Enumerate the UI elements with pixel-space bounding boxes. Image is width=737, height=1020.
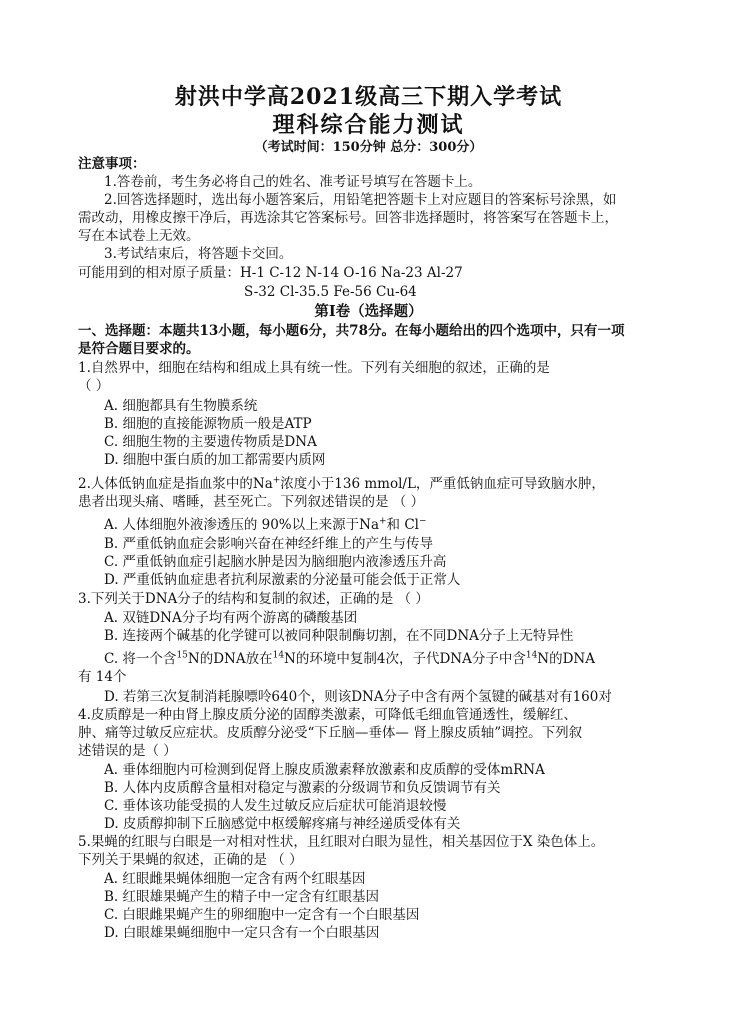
- q5-stem-cont: 下列关于果蝇的叙述，正确的是 （ ）: [78, 852, 303, 868]
- note-1: 1.答卷前，考生务必将自己的姓名、准考证号填写在答题卡上。: [104, 174, 482, 190]
- q4-stem-cont-1: 肿、痛等过敏反应症状。皮质醇分泌受“下丘脑—垂体— 肾上腺皮质轴”调控。下列叙: [78, 725, 583, 741]
- q2-stem-part1: 2.人体低钠血症是指血浆中的Na: [78, 476, 273, 492]
- q2-option-a-cl-superscript: −: [419, 516, 427, 527]
- atomic-masses-line-1: 可能用到的相对原子质量：H-1 C-12 N-14 O-16 Na-23 Al-27: [78, 265, 463, 281]
- q3-option-d: D. 若第三次复制消耗腺嘌呤640个，则该DNA分子中含有两个氢键的碱基对有160对: [104, 689, 612, 705]
- q1-option-a: A. 细胞都具有生物膜系统: [104, 398, 258, 414]
- exam-subject-title: 理科综合能力测试: [272, 112, 465, 138]
- q1-stem-cont: （ ）: [78, 378, 110, 394]
- q5-option-d: D. 白眼雄果蝇细胞中一定只含有一个白眼基因: [104, 925, 380, 941]
- q3-option-b: B. 连接两个碱基的化学键可以被同种限制酶切割，在不同DNA分子上无特异性: [104, 628, 574, 644]
- q4-option-c: C. 垂体该功能受损的人发生过敏反应后症状可能消退较慢: [104, 798, 447, 814]
- q3-option-c-superscript-2: 14: [272, 650, 285, 661]
- note-2-line-2: 需改动，用橡皮擦干净后，再选涂其它答案标号。回答非选择题时，将答案写在答题卡上，: [78, 210, 618, 226]
- q2-option-c: C. 严重低钠血症引起脑水肿是因为脑细胞内液渗透压升高: [104, 554, 447, 570]
- q3-option-c: [104, 650, 595, 668]
- q1-stem: 1.自然界中，细胞在结构和组成上具有统一性。下列有关细胞的叙述，正确的是: [78, 360, 550, 376]
- q3-option-c-part2: N的DNA放在: [187, 651, 273, 667]
- note-2-line-1: 2.回答选择题时，选出每小题答案后，用铅笔把答题卡上对应题目的答案标号涂黑，如: [104, 192, 617, 208]
- q5-option-c: C. 白眼雌果蝇产生的卵细胞中一定含有一个白眼基因: [104, 907, 420, 923]
- note-3: 3.考试结束后，将答题卡交回。: [104, 246, 293, 262]
- q4-option-d: D. 皮质醇抑制下丘脑感觉中枢缓解疼痛与神经递质受体有关: [104, 816, 461, 832]
- q2-stem-cont: 患者出现头痛、嗜睡，甚至死亡。下列叙述错误的是 （ ）: [78, 494, 425, 510]
- q1-option-d: D. 细胞中蛋白质的加工都需要内质网: [104, 452, 326, 468]
- q2-option-a-part1: A. 人体细胞外液渗透压的 90%以上来源于Na: [104, 517, 379, 533]
- q3-option-c-part3: N的环境中复制4次，子代DNA分子中含: [284, 651, 526, 667]
- q1-option-b: B. 细胞的直接能源物质一般是ATP: [104, 416, 312, 432]
- section-intro-line-1: 一、选择题：本题共13小题，每小题6分，共78分。在每小题给出的四个选项中，只有一项: [78, 323, 625, 339]
- q2-option-a-na-superscript: +: [379, 516, 387, 527]
- q5-stem: 5.果蝇的红眼与白眼是一对相对性状，且红眼对白眼为显性，相关基因位于X 染色体上。: [78, 834, 605, 850]
- q4-option-b: B. 人体内皮质醇含量相对稳定与激素的分级调节和负反馈调节有关: [104, 780, 501, 796]
- q3-option-c-part1: C. 将一个含: [104, 651, 177, 667]
- q5-option-b: B. 红眼雄果蝇产生的精子中一定含有红眼基因: [104, 889, 380, 905]
- q4-stem: 4.皮质醇是一种由肾上腺皮质分泌的固醇类激素，可降低毛细血管通透性，缓解红、: [78, 707, 577, 723]
- notes-heading: 注意事项：: [78, 156, 146, 172]
- q2-stem-part2: 浓度小于136 mmol/L，严重低钠血症可导致脑水肿，: [280, 476, 605, 492]
- q4-stem-cont-2: 述错误的是（ ）: [78, 743, 177, 759]
- atomic-masses-line-2: S-32 Cl-35.5 Fe-56 Cu-64: [244, 284, 417, 300]
- q2-na-superscript: +: [272, 475, 281, 486]
- q4-option-a: A. 垂体细胞内可检测到促肾上腺皮质激素释放激素和皮质醇的受体mRNA: [104, 762, 545, 778]
- q5-option-a: A. 红眼雌果蝇体细胞一定含有两个红眼基因: [104, 871, 366, 887]
- section-title: 第Ⅰ卷（选择题）: [314, 303, 423, 320]
- q2-stem: [78, 475, 605, 493]
- note-2-line-3: 写在本试卷上无效。: [78, 228, 200, 244]
- q3-stem: 3.下列关于DNA分子的结构和复制的叙述，正确的是 （ ）: [78, 591, 429, 607]
- q2-option-d: D. 严重低钠血症患者抗利尿激素的分泌量可能会低于正常人: [104, 572, 461, 588]
- q3-option-c-part4: N的DNA: [537, 651, 595, 667]
- q2-option-b: B. 严重低钠血症会影响兴奋在神经纤维上的产生与传导: [104, 536, 434, 552]
- q2-option-a: [104, 516, 427, 534]
- q1-option-c: C. 细胞生物的主要遗传物质是DNA: [104, 434, 317, 450]
- section-intro-line-2: 是符合题目要求的。: [78, 341, 200, 357]
- q2-option-a-part2: 和 Cl: [386, 517, 419, 533]
- q3-option-c-superscript-3: 14: [525, 650, 538, 661]
- exam-title: 射洪中学高2021级高三下期入学考试: [174, 84, 563, 110]
- q3-option-a: A. 双链DNA分子均有两个游离的磷酸基团: [104, 610, 358, 626]
- exam-time-score: （考试时间：150分钟 总分：300分）: [254, 140, 483, 155]
- q3-option-c-cont: 有 14个: [78, 669, 127, 685]
- q3-option-c-superscript-1: 15: [176, 650, 188, 661]
